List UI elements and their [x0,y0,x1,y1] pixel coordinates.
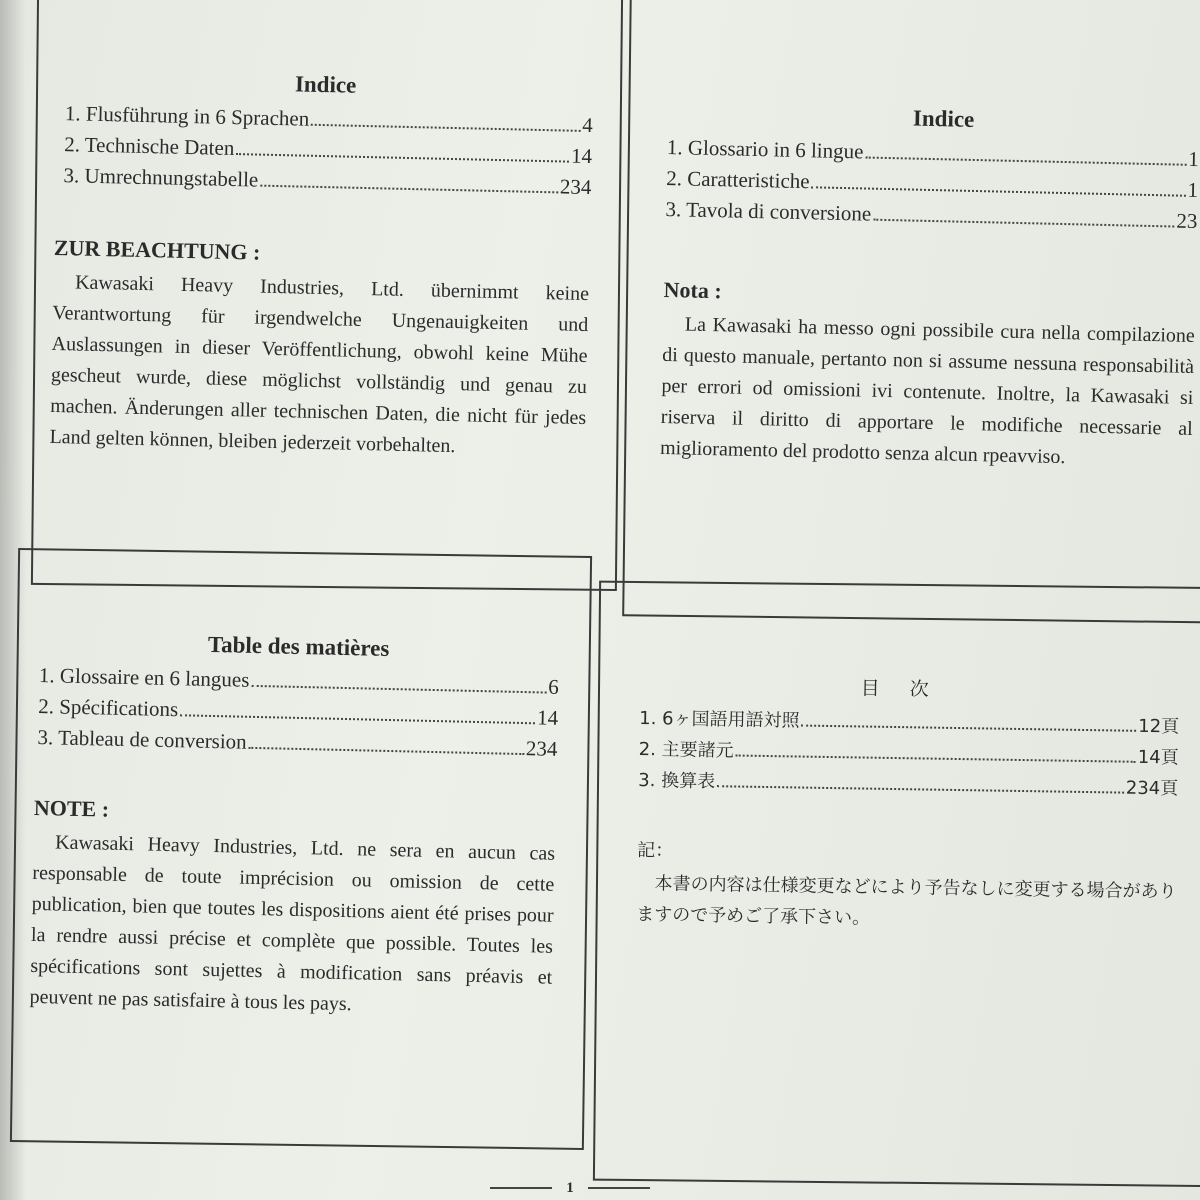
japanese-toc-title: 目次 [860,677,959,702]
toc-leader-dots [249,747,524,755]
toc-label: 3. Umrechnungstabelle [63,163,259,192]
german-note-heading: ZUR BEACHTUNG : [53,234,261,265]
toc-leader-dots [251,685,546,694]
toc-page: 1 [1187,177,1199,203]
toc-leader-dots [873,219,1174,228]
toc-page: 14 [536,705,559,730]
toc-leader-dots [801,725,1136,732]
toc-leader-dots [260,185,558,194]
toc-page: 14頁 [1137,746,1179,769]
japanese-note-text: 本書の内容は仕様変更などにより予告なしに変更する場合がありますので予めご了承下さい。 [635,873,1177,929]
french-note-text: Kawasaki Heavy Industries, Ltd. ne sera en aucun cas responsable de toute imprécision ou omission de cette publication, bien que toutes les dispositions aient été prises pour la rendre aussi précise et complète que possible. Toutes les spécifications sont sujettes à modification sans préavis et peuvent ne pas satisfaire à tous les pays. [29,831,556,1016]
french-note-heading: NOTE : [33,794,110,822]
toc-page: 23 [1176,208,1198,234]
toc-page: 14 [570,143,593,169]
german-note-text: Kawasaki Heavy Industries, Ltd. übernimmt keine Verantwortung für irgendwelche Ungenauigkeiten und Auslassungen in dieser Veröffentlichung, obwohl keine Mühe gescheut wurde, diese möglichst vollständig und genau zu machen. Änderungen aller technischen Daten, die nicht für jedes Land gelten können, bleiben jederzeit vorbehalten. [49,271,590,458]
toc-label: 3. Tavola di conversione [665,196,872,226]
footer-rule-left [490,1187,552,1189]
german-section [49,66,594,465]
toc-label: 1. Glossaire en 6 langues [38,663,250,692]
italian-note-heading: Nota : [663,276,723,304]
toc-leader-dots [865,156,1186,165]
german-toc-list [55,98,593,203]
japanese-section [636,670,1180,938]
toc-leader-dots [311,124,580,132]
french-section [29,628,560,1025]
toc-label: 1. Glossario in 6 lingue [666,134,864,164]
italian-note-text: La Kawasaki ha messo ogni possibile cura nella compilazione di questo manuale, pertanto non si assume nessuna responsabilità per errori od omissioni ivi contenute. Inoltre, la Kawasaki si riserva il diritto di apportare le modifiche necessarie al miglioramento del prodotto senza alcun rpeavviso. [659,313,1196,469]
italian-section [660,100,1200,476]
toc-leader-dots [736,755,1136,763]
toc-page: 6 [548,674,560,699]
toc-label: 3. Tableau de conversion [37,725,247,754]
toc-leader-dots [236,153,569,163]
toc-leader-dots [180,714,535,724]
toc-page: 234頁 [1125,777,1179,800]
toc-label: 2. 主要諸元 [638,738,734,762]
toc-page: 1 [1188,146,1200,172]
german-toc-title: Indice [294,71,357,98]
footer-rule-right [588,1187,650,1189]
italian-toc-list [665,132,1199,237]
toc-leader-dots [717,785,1124,793]
japanese-note-heading: 記： [636,839,674,862]
french-toc-list [35,660,559,765]
japanese-toc-list [638,703,1179,804]
toc-label: 1. Flusführung in 6 Sprachen [64,101,310,131]
french-toc-title: Table des matières [207,631,390,661]
toc-label: 2. Spécifications [37,694,179,722]
toc-page: 234 [525,736,558,761]
toc-page: 12頁 [1138,715,1180,738]
italian-toc-title: Indice [912,105,975,132]
page-footer [470,1176,670,1200]
toc-label: 3. 換算表 [638,769,716,793]
toc-page: 4 [582,112,594,138]
toc-page: 234 [559,174,592,200]
toc-leader-dots [811,186,1185,196]
page-number: 1 [566,1179,574,1196]
toc-label: 2. Caratteristiche [665,165,810,194]
toc-label: 2. Technische Daten [63,132,235,161]
toc-label: 1. 6ヶ国語用語対照 [639,707,800,732]
